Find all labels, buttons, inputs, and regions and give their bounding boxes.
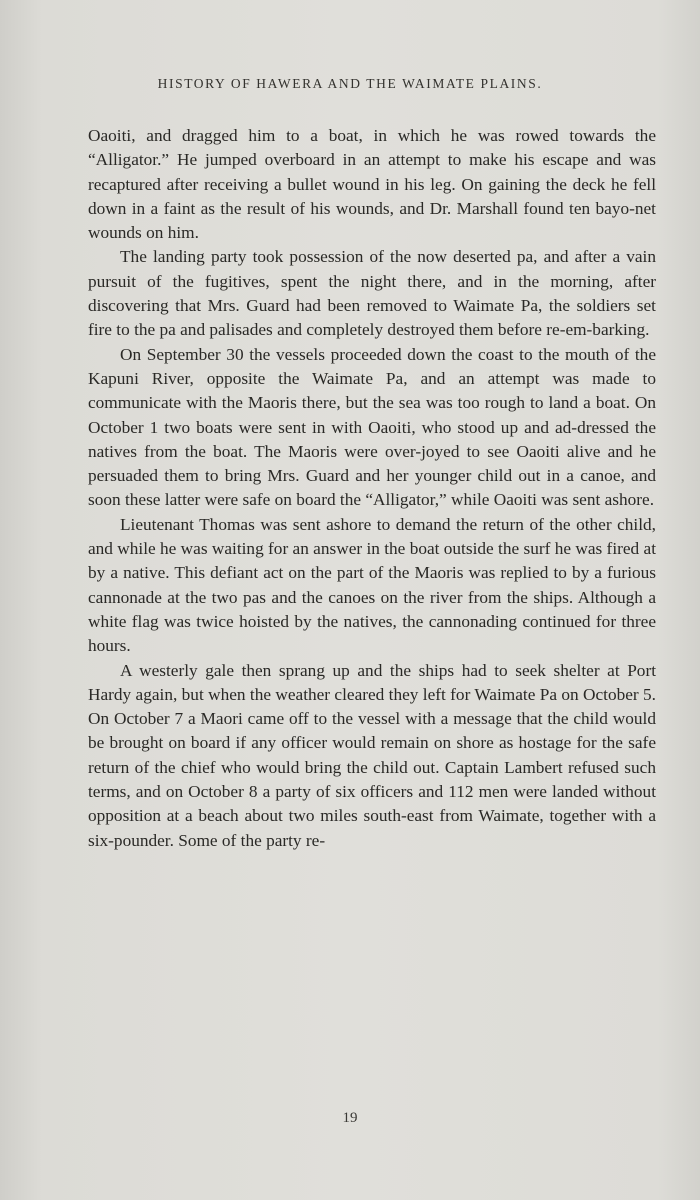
paragraph-1: Oaoiti, and dragged him to a boat, in which he was rowed towards the “Alligator.” He jumped overboard in an attempt to make his escape and was recaptured after receiving a bullet wound in his leg. On gaining the deck he fell down in a faint as the result of his wounds, and Dr. Marshall found ten bayo-net wounds on him. [88, 126, 656, 243]
paragraph-4: Lieutenant Thomas was sent ashore to demand the return of the other child, and while he was waiting for an answer in the boat outside the surf he was fired at by a native. This defiant act on the part of the Maoris was replied to by a furious cannonade at the two pas and the canoes on the river from the ships. Although a white flag was twice hoisted by the natives, the cannonading continued for three hours. [88, 514, 656, 656]
body-text [88, 124, 656, 853]
running-head: HISTORY OF HAWERA AND THE WAIMATE PLAINS. [157, 76, 543, 91]
page-number: 19 [342, 1110, 358, 1126]
paragraph-5: A westerly gale then sprang up and the ships had to seek shelter at Port Hardy again, but when the weather cleared they left for Waimate Pa on October 5. On October 7 a Maori came off to the vessel with a message that the child would be brought on board if any officer would remain on shore as hostage for the safe return of the chief who would bring the child out. Captain Lambert refused such terms, and on October 8 a party of six officers and 112 men were landed without opposition at a beach about two miles south-east from Waimate, together with a six-pounder. Some of the party re- [88, 660, 656, 850]
paragraph-2: The landing party took possession of the now deserted pa, and after a vain pursuit of the fugitives, spent the night there, and in the morning, after discovering that Mrs. Guard had been removed to Waimate Pa, the soldiers set fire to the pa and palisades and completely destroyed them before re-em-barking. [88, 247, 656, 340]
paragraph-3: On September 30 the vessels proceeded down the coast to the mouth of the Kapuni River, opposite the Waimate Pa, and an attempt was made to communicate with the Maoris there, but the sea was too rough to land a boat. On October 1 two boats were sent in with Oaoiti, who stood up and ad-dressed the natives from the boat. The Maoris were over-joyed to see Oaoiti alive and he persuaded them to bring Mrs. Guard and her younger child out in a canoe, and soon these latter were safe on board the “Alligator,” while Oaoiti was sent ashore. [88, 344, 656, 510]
